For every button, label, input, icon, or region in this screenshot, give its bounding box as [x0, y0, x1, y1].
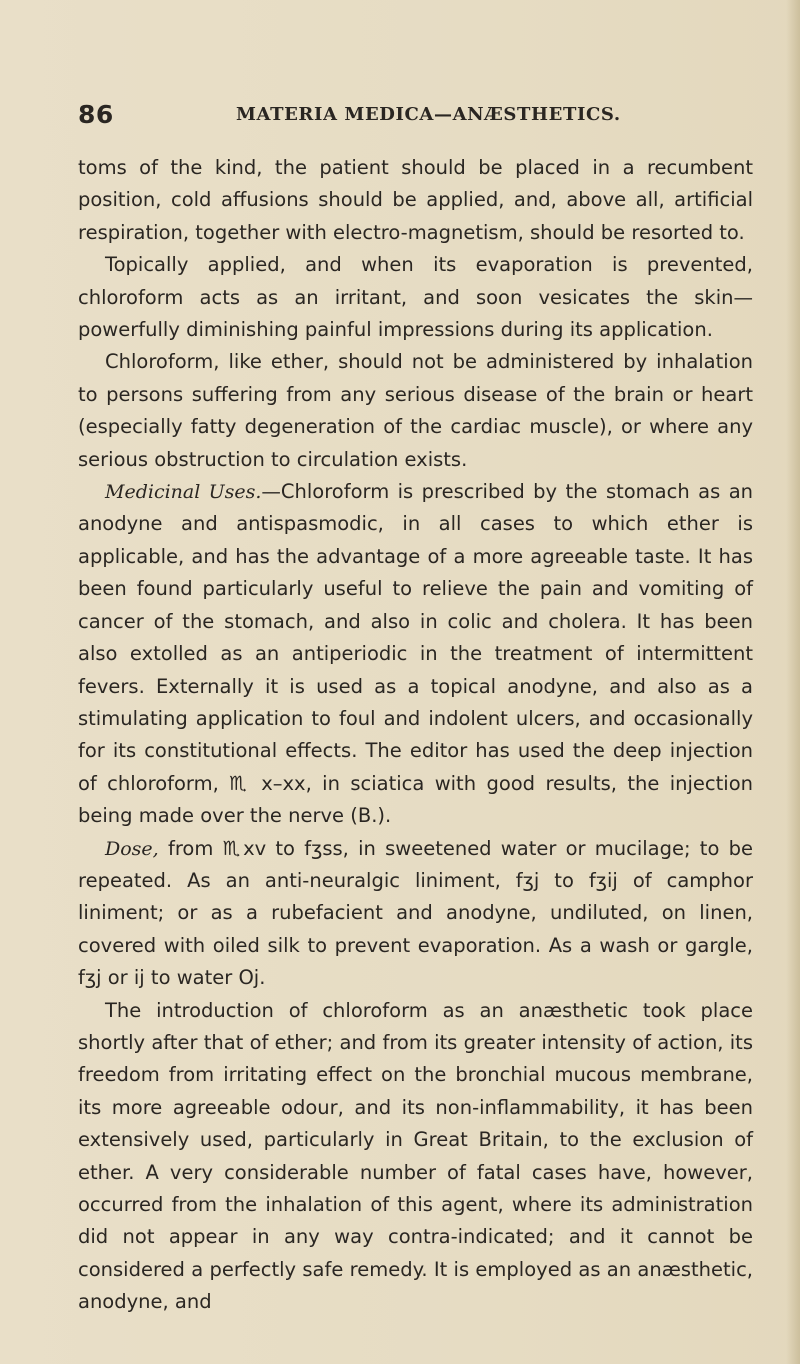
paragraph-text: Topically applied, and when its evaporation is prevented, chloroform acts as an irritant, and soon vesicates the skin—powerfully diminishing painful impressions during its application.: [78, 253, 753, 342]
section-heading-dose: Dose,: [105, 837, 159, 860]
paragraph-text: The introduction of chloroform as an anæsthetic took place shortly after that of ether; and from its greater intensity of action, its freedom from irritating effect on the bronchial mucous membrane, its more agreeable odour, and its non-inflammability, it has been extensively used, particularly in Great Britain, to the exclusion of ether. A very considerable number of fatal cases have, however, occurred from the inhalation of this agent, where its administration did not appear in any way contra-indicated; and it cannot be considered a perfectly safe remedy. It is employed as an anæsthetic, anodyne, and: [78, 998, 753, 1314]
paragraph-text: —Chloroform is prescribed by the stomach as an anodyne and antispasmodic, in all cases to which ether is applicable, and has the advantage of a more agreeable taste. It has been found particularly useful to relieve the pain and vomiting of cancer of the stomach, and also in colic and cholera. It has been also extolled as an antiperiodic in the treatment of intermittent fevers. Externally it is used as a topical anodyne, and also as a stimulating application to foul and indolent ulcers, and occasionally for its constitutional effects. The editor has used the deep injection of chloroform, ♏ x–xx, in sciatica with good results, the injection being made over the nerve (B.).: [78, 480, 754, 828]
page-number: 86: [78, 100, 114, 129]
paragraph-contraindications: [78, 346, 753, 476]
paragraph-continuation: [78, 152, 753, 249]
paragraph-text: toms of the kind, the patient should be placed in a recumbent position, cold affusions should be applied, and, above all, artificial respiration, together with electro-magnetism, should be resorted to.: [78, 156, 753, 244]
paragraph-text: from ♏xv to fʒss, in sweetened water or mucilage; to be repeated. As an anti-neuralgic liniment, fʒj to fʒij of camphor liniment; or as a rubefacient and anodyne, undiluted, on linen, covered with oiled silk to prevent evaporation. As a wash or gargle, fʒj or ij to water Oj.: [78, 836, 753, 990]
paragraph-dose: [78, 833, 753, 995]
paragraph-text: Chloroform, like ether, should not be administered by inhalation to persons suffering from any serious disease of the brain or heart (especially fatty degeneration of the cardiac muscle), or where any serious obstruction to circulation exists.: [78, 350, 753, 471]
paragraph-introduction-history: [78, 995, 753, 1319]
body-text: [78, 152, 753, 1319]
running-head: [78, 98, 738, 138]
page-edge-shadow: [786, 0, 800, 1364]
paragraph-topical-application: [78, 249, 753, 346]
running-title: MATERIA MEDICA—ANÆSTHETICS.: [236, 104, 621, 125]
section-heading-medicinal-uses: Medicinal Uses.: [105, 481, 262, 504]
paragraph-medicinal-uses: [78, 476, 753, 832]
